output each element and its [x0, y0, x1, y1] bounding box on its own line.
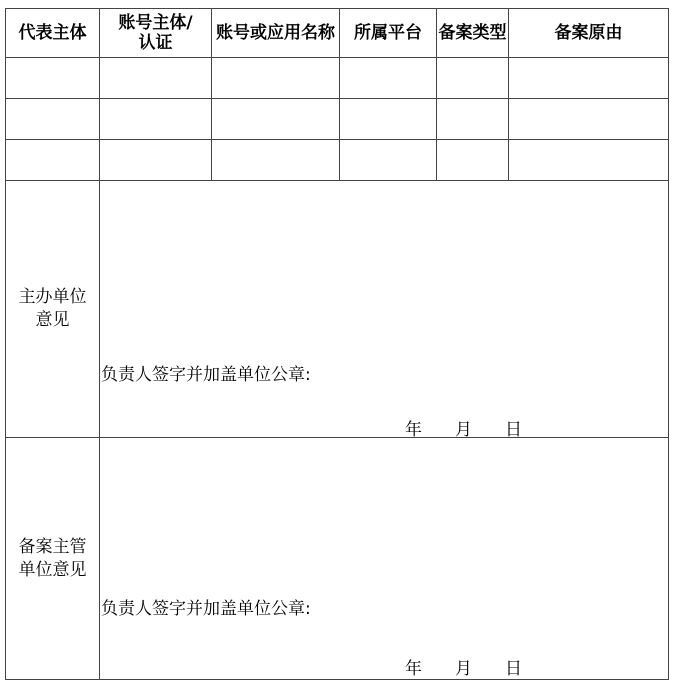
table-row	[6, 99, 669, 140]
blank-cell[interactable]	[6, 140, 100, 181]
month-label: 月	[455, 420, 472, 440]
blank-cell[interactable]	[6, 99, 100, 140]
supervisory-unit-opinion-section	[6, 438, 669, 680]
date-line	[405, 654, 522, 679]
header-account-entity-certification: 账号主体/ 认证	[100, 9, 212, 58]
header-filing-reason: 备案原由	[509, 9, 669, 58]
month-label: 月	[455, 659, 472, 679]
year-label: 年	[405, 420, 422, 440]
blank-cell[interactable]	[100, 99, 212, 140]
date-line	[405, 415, 522, 440]
supervisory-unit-opinion-label: 备案主管 单位意见	[6, 438, 100, 680]
table-row	[6, 58, 669, 99]
blank-cell[interactable]	[340, 58, 437, 99]
blank-cell[interactable]	[509, 58, 669, 99]
day-label: 日	[505, 659, 522, 679]
blank-cell[interactable]	[437, 140, 509, 181]
blank-cell[interactable]	[509, 140, 669, 181]
year-label: 年	[405, 659, 422, 679]
blank-cell[interactable]	[212, 58, 340, 99]
blank-cell[interactable]	[212, 99, 340, 140]
blank-cell[interactable]	[212, 140, 340, 181]
filing-form-table	[5, 8, 669, 680]
blank-cell[interactable]	[509, 99, 669, 140]
blank-cell[interactable]	[340, 99, 437, 140]
blank-cell[interactable]	[437, 58, 509, 99]
signature-seal-prompt: 负责人签字并加盖单位公章:	[101, 365, 311, 385]
supervisory-unit-opinion-field[interactable]	[100, 438, 669, 680]
header-row	[6, 9, 669, 58]
header-filing-type: 备案类型	[437, 9, 509, 58]
header-account-or-app-name: 账号或应用名称	[212, 9, 340, 58]
table-row	[6, 140, 669, 181]
signature-seal-prompt: 负责人签字并加盖单位公章:	[101, 599, 311, 619]
blank-cell[interactable]	[6, 58, 100, 99]
day-label: 日	[505, 420, 522, 440]
header-platform: 所属平台	[340, 9, 437, 58]
blank-cell[interactable]	[100, 140, 212, 181]
host-unit-opinion-section	[6, 181, 669, 438]
host-unit-opinion-field[interactable]	[100, 181, 669, 438]
blank-cell[interactable]	[437, 99, 509, 140]
blank-cell[interactable]	[100, 58, 212, 99]
host-unit-opinion-label: 主办单位 意见	[6, 181, 100, 438]
header-representative-entity: 代表主体	[6, 9, 100, 58]
blank-cell[interactable]	[340, 140, 437, 181]
